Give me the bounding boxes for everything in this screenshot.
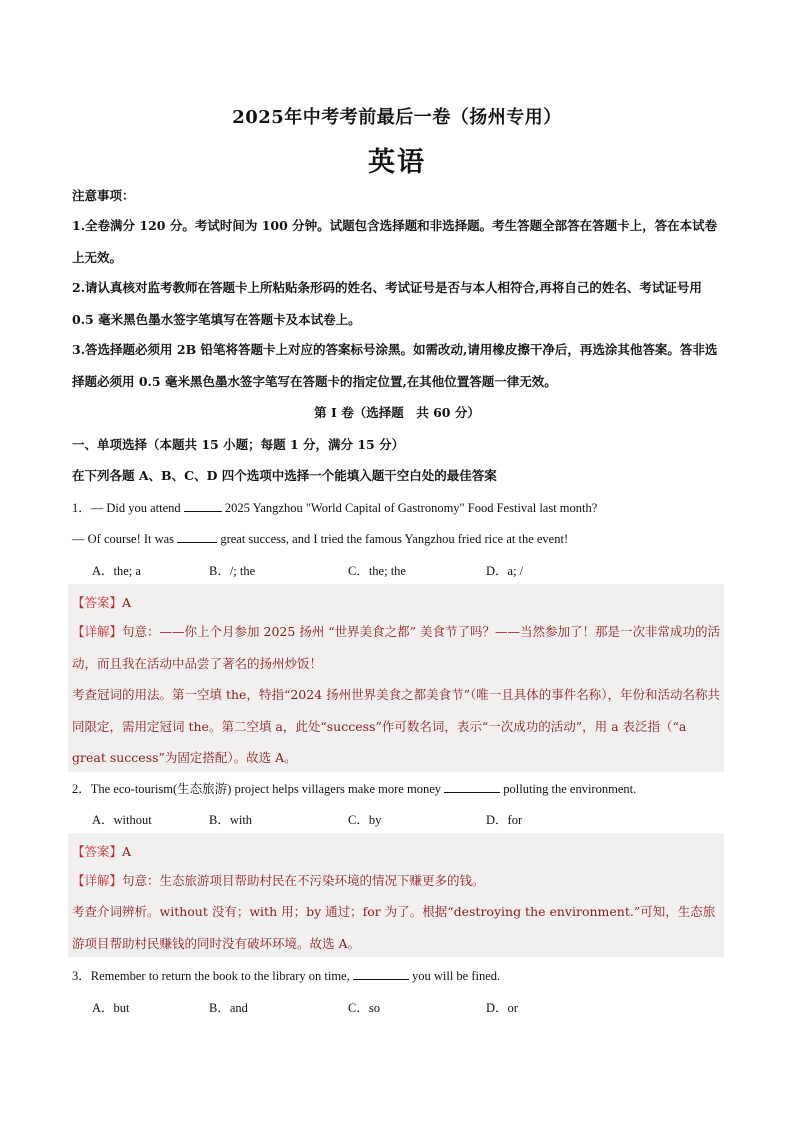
- question-stem-text: 1．— Did you attend: [72, 501, 181, 515]
- answer-panel-2: [68, 833, 724, 957]
- answer-value: A: [122, 844, 132, 859]
- option-a: A．the; a: [92, 564, 141, 578]
- question-2-stem: [72, 779, 636, 797]
- option-b: B．and: [209, 1001, 248, 1015]
- section-title: 第 I 卷（选择题 共 60 分）: [314, 405, 480, 420]
- detail-text: 句意：生态旅游项目帮助村民在不污染环境的情况下赚更多的钱。: [122, 873, 485, 888]
- answer-line: [72, 842, 131, 860]
- detail-block: [72, 865, 720, 897]
- detail-block: [72, 616, 720, 679]
- question-stem-text: great success, and I tried the famous Yangzhou fried rice at the event!: [220, 532, 569, 546]
- question-stem-text: polluting the environment.: [503, 782, 637, 796]
- question-1-stem: [72, 498, 597, 516]
- exam-title: 2025年中考考前最后一卷（扬州专用）: [232, 107, 562, 128]
- question-stem-text: — Of course! It was: [72, 532, 175, 546]
- answer-blank: [184, 499, 222, 512]
- option-a: A．without: [92, 813, 152, 827]
- detail-text: 句意：——你上个月参加 2025 扬州 “世界美食之都” 美食节了吗？——当然参加了！那是一次非常成功的活动，而且我在活动中品尝了著名的扬州炒饭！: [72, 624, 721, 671]
- question-stem-text: 2．The eco-tourism(生态旅游) project helps villagers make more money: [72, 782, 441, 796]
- option-c: C．so: [348, 1001, 380, 1015]
- detail-label: 【详解】: [72, 873, 123, 888]
- explanation-text: 考查冠词的用法。第一空填 the，特指“2024 扬州世界美食之都美食节”（唯一且具体的事件名称），年份和活动名称共同限定，需用定冠词 the。第二空填 a，此处“success”作可数名词，表示“一次成功的活动”，用 a 表泛指（“a great success”为固定搭配）。故选 A。: [72, 687, 721, 765]
- answer-blank: [444, 780, 500, 793]
- option-c: C．by: [348, 813, 382, 827]
- part-heading: 一、单项选择（本题共 15 小题；每题 1 分，满分 15 分）: [72, 437, 405, 452]
- option-d: D．for: [486, 813, 523, 827]
- note-item-3: 3.答选择题必须用 2B 铅笔将答题卡上对应的答案标号涂黑。如需改动,请用橡皮擦干净后，再选涂其他答案。答非选择题必须用 0.5 毫米黑色墨水签字笔写在答题卡的指定位置,在其他位置答题一律无效。: [72, 342, 718, 389]
- option-b: B．/; the: [209, 564, 256, 578]
- question-3-stem: [72, 966, 500, 984]
- answer-blank: [177, 530, 217, 543]
- note-item-2: 2.请认真核对监考教师在答题卡上所粘贴条形码的姓名、考试证号是否与本人相符合,再将自己的姓名、考试证号用 0.5 毫米黑色墨水签字笔填写在答题卡及本试卷上。: [72, 280, 702, 327]
- question-stem-text: 2025 Yangzhou "World Capital of Gastronomy" Food Festival last month?: [224, 501, 598, 515]
- answer-label: 【答案】: [72, 844, 123, 859]
- notes-heading: 注意事项：: [72, 188, 135, 203]
- option-b: B．with: [209, 813, 253, 827]
- answer-blank: [353, 967, 409, 980]
- explanation-text: 考查介词辨析。without 没有；with 用；by 通过；for 为了。根据“destroying the environment.”可知，生态旅游项目帮助村民赚钱的同时没有破坏环境。故选 A。: [72, 904, 716, 951]
- option-d: D．or: [486, 1001, 518, 1015]
- question-1-reply: [72, 530, 568, 547]
- question-stem-text: you will be fined.: [411, 969, 501, 983]
- option-c: C．the; the: [348, 564, 406, 578]
- detail-label: 【详解】: [72, 624, 123, 639]
- instruction-text: 在下列各题 A、B、C、D 四个选项中选择一个能填入题干空白处的最佳答案: [72, 468, 497, 483]
- option-d: D．a; /: [486, 564, 524, 578]
- option-a: A．but: [92, 1001, 130, 1015]
- question-stem-text: 3．Remember to return the book to the library on time,: [72, 969, 350, 983]
- answer-line: [72, 593, 131, 611]
- answer-panel-1: [68, 584, 724, 772]
- note-item-1: 1.全卷满分 120 分。考试时间为 100 分钟。试题包含选择题和非选择题。考生答题全部答在答题卡上，答在本试卷上无效。: [72, 218, 718, 265]
- answer-label: 【答案】: [72, 595, 123, 610]
- subject-title: 英语: [368, 147, 426, 178]
- answer-value: A: [122, 595, 132, 610]
